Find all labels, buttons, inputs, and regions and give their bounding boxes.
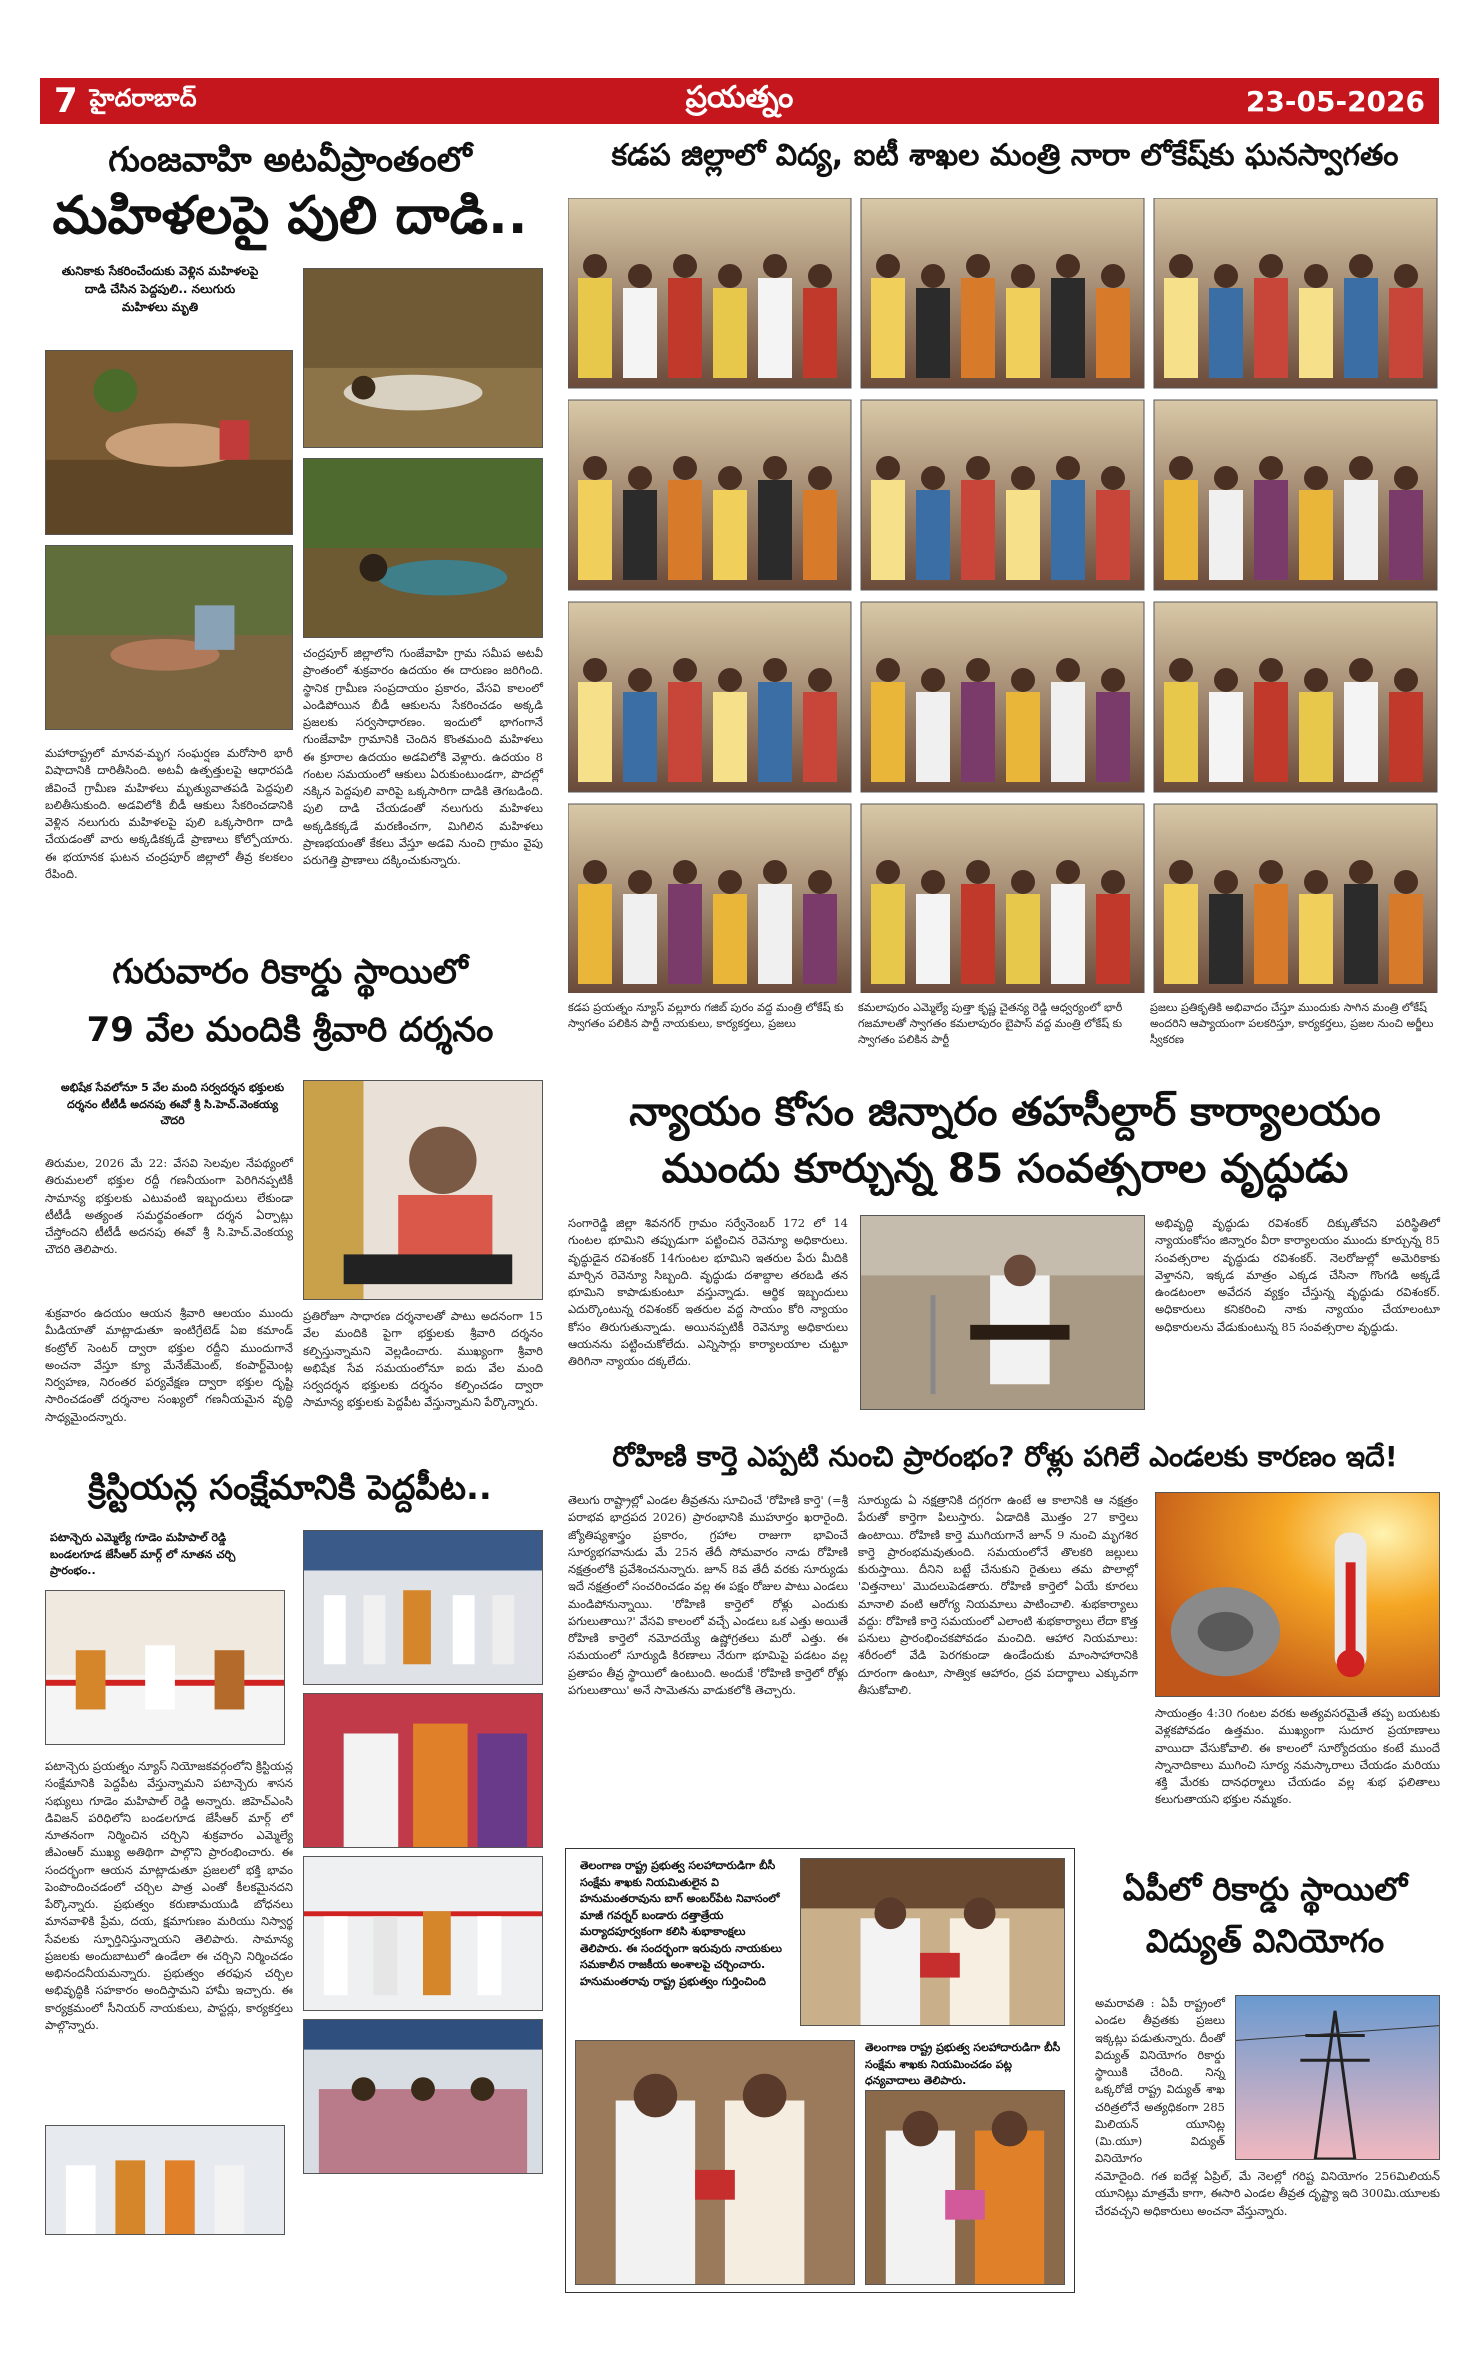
tirumala-body-2: శుక్రవారం ఉదయం ఆయన శ్రీవారి ఆలయం ముందు మీడియాతో మాట్లాడుతూ ఇంటిగ్రేటెడ్ ఏఐ కమాండ్ కంట్రోల్ సెంటర్ ద్వారా భక్తుల రద్దీని ముందుగానే అంచనా వేస్తూ క్యూ మేనేజ్‌మెంట్, కంపార్ట్‌మెంట్ల నిర్వహణ, నిరంతర పర్యవేక్షణ ద్వారా భక్తుల దృష్టి సారించడంతో దర్శనాల సంఖ్యలో గణనీయమైన వృద్ధి సాధ్యమైందన్నారు. bbox=[45, 1306, 293, 1424]
lokesh-photo-grid bbox=[568, 198, 1443, 993]
church-photo-2 bbox=[303, 1530, 543, 1685]
tirumala-headline-1: గురువారం రికార్డు స్థాయిలో bbox=[112, 952, 468, 992]
church-sub: పటాన్చెరు ఎమ్మెల్యే గూడెం మహిపాల్ రెడ్డి బండలగూడ జేసీఆర్ మార్గ్ లో నూతన చర్చి ప్రారంభం.. bbox=[50, 1531, 236, 1577]
tiger-photo-2 bbox=[45, 545, 293, 730]
tirumala-photo bbox=[303, 1080, 543, 1300]
governor-photo-1 bbox=[800, 1858, 1065, 2026]
tiger-photo-4 bbox=[303, 458, 543, 638]
governor-text-2: తెలంగాణ రాష్ట్ర ప్రభుత్వ సలహాదారుడిగా బీసీ సంక్షేమ శాఖకు నియమించడం పట్ల ధన్యవాదాలు తెలిపారు. bbox=[865, 2041, 1061, 2087]
lokesh-photo-4 bbox=[568, 400, 851, 590]
power-photo bbox=[1235, 1995, 1440, 2160]
lokesh-headline: కడప జిల్లాలో విద్య, ఐటీ శాఖల మంత్రి నారా లోకేష్‌కు ఘనస్వాగతం bbox=[611, 138, 1399, 173]
power-body-top: అమరావతి : ఏపీ రాష్ట్రంలో ఎండల తీవ్రతకు ప్రజలు ఇక్కట్లు పడుతున్నారు. దీంతో విద్యుత్ వినియోగం రికార్డు స్థాయికి చేరింది. నిన్న ఒక్కరోజే రాష్ట్ర విద్యుత్ శాఖ చరిత్రలోనే అత్యధికంగా 285 మిలియన్ యూనిట్ల (మి.యూ) విద్యుత్ వినియోగం bbox=[1095, 1996, 1225, 2166]
issue-date: 23-05-2026 bbox=[1245, 84, 1425, 118]
lokesh-photo-7 bbox=[568, 602, 851, 792]
power-headline-1: ఏపీలో రికార్డు స్థాయిలో bbox=[1122, 1870, 1408, 1908]
governor-text-1: తెలంగాణ రాష్ట్ర ప్రభుత్వ సలహాదారుడిగా బీసీ సంక్షేమ శాఖకు నియమితులైన వి హనుమంతరావును బాగ్ అంబర్‌పేట నివాసంలో మాజీ గవర్నర్ బండారు దత్తాత్రేయ మర్యాదపూర్వకంగా కలిసి శుభాకాంక్షలు తెలిపారు. ఈ సందర్భంగా ఇరువురు నాయకులు సమకాలీన రాజకీయ అంశాలపై చర్చించారు. హనుమంతరావు రాష్ట్ర ప్రభుత్వం గుర్తించింది bbox=[580, 1859, 782, 1988]
lokesh-photo-2 bbox=[861, 198, 1144, 388]
church-headline: క్రిస్టియన్ల సంక్షేమానికి పెద్దపీట.. bbox=[88, 1468, 492, 1508]
oldman-headline-1: న్యాయం కోసం జిన్నారం తహసీల్దార్ కార్యాలయం bbox=[629, 1089, 1381, 1135]
rohini-photo bbox=[1155, 1492, 1440, 1697]
oldman-photo bbox=[860, 1215, 1145, 1410]
lokesh-photo-9 bbox=[1154, 602, 1437, 792]
governor-photo-2 bbox=[575, 2040, 855, 2285]
oldman-headline-2: ముందు కూర్చున్న 85 సంవత్సరాల వృద్ధుడు bbox=[661, 1146, 1349, 1192]
oldman-body-right: అభివృద్ధి వృద్ధుడు రవిశంకర్ దిక్కుతోచని పరిస్థితిలో న్యాయంకోసం జిన్నారం వీరా కార్యాలయం ముందు కూర్చున్న 85 సంవత్సరాల వృద్ధుడు రవిశంకర్. నెలరోజుల్లో అమెరికాకు వెళ్తానని, ఇక్కడ మాత్రం ఎక్కడ చేసినా గొంగడి అక్కడే ఉండటంలా అవేదన వ్యక్తం చేస్తున్న వృద్ధుడు రవిశంకర్. అధికారులు కనికరించి నాకు న్యాయం చేయాలంటూ అధికారులను వేడుకుంటున్న 85 సంవత్సరాల వృద్ధుడు. bbox=[1155, 1216, 1440, 1334]
tirumala-lead: అభిషేక సేవలోనూ 5 వేల మంది సర్వదర్శన భక్తులకు దర్శనం టీటీడీ అదనపు ఈవో శ్రీ సి.హెచ్.వెంకయ్య చౌదరి bbox=[60, 1081, 285, 1127]
rohini-body-col2: సూర్యుడు ఏ నక్షత్రానికి దగ్గరగా ఉంటే ఆ కాలానికి ఆ నక్షత్రం పేరుతో కార్తెగా పిలుస్తారు. ఏడాదికి మొత్తం 27 కార్తెలు ఉంటాయి. రోహిణి కార్తె ముగియగానే జూన్ 9 నుంచి మృగశిర కార్తె ప్రారంభమవుతుంది. సమయంలోనే తొలకరి జల్లులు కురుస్తాయి. దీనిని బట్టే చేనుకుని రైతులు తమ పొలాల్లో 'విత్తనాలు' మొదలుపెడతారు. రోహిణి కార్తెలో ఏయే కూరలు మానాలి వంటి ఆరోగ్య నియమాలు పాటించాలి. శుభకార్యాలు వద్దు: రోహిణి కార్తె సమయంలో ఎలాంటి శుభకార్యాలు లేదా కొత్త పనులు ప్రారంభించకపోవడం మంచిది. ఆహార నియమాలు: శరీరంలో వేడి పెరగకుండా ఉండేందుకు మాంసాహారానికి దూరంగా ఉంటూ, సాత్విక ఆహారం, ద్రవ పదార్థాలు ఎక్కువగా తీసుకోవాలి. bbox=[858, 1493, 1138, 1697]
church-photo-1 bbox=[45, 1590, 285, 1745]
rohini-body-col3: సాయంత్రం 4:30 గంటల వరకు అత్యవసరమైతే తప్ప బయటకు వెళ్లకపోవడం ఉత్తమం. ముఖ్యంగా సుదూర ప్రయాణాలు వాయిదా వేసుకోవాలి. ఈ కాలంలో సూర్యోదయం కంటే ముందే స్నానాదికాలు ముగించి సూర్య నమస్కారాలు చేయడం మరియు శక్తి మేరకు దానధర్మాలు చేయడం వల్ల శుభ ఫలితాలు కలుగుతాయని భక్తుల నమ్మకం. bbox=[1155, 1706, 1440, 1807]
power-headline-2: విద్యుత్ వినియోగం bbox=[1145, 1922, 1385, 1960]
church-body: పటాన్చెరు ప్రయత్నం న్యూస్ నియోజకవర్గంలోని క్రిస్టియన్ల సంక్షేమానికి పెద్దపీట వేస్తున్నామని పటాన్చెరు శాసన సభ్యులు గూడెం మహిపాల్ రెడ్డి అన్నారు. జిహెచ్ఎంసి డివిజన్ పరిధిలోని బండలగూడ జేసీఆర్ మార్గ్ లో నూతనంగా నిర్మించిన చర్చిని శుక్రవారం ఎమ్మెల్యే జీఎంఆర్ ముఖ్య అతిథిగా పాల్గొని ప్రారంభించారు. ఈ సందర్భంగా ఆయన మాట్లాడుతూ ప్రజలలో భక్తి భావం పెంపొందించడంలో చర్చిల పాత్ర ఎంతో కీలకమైనదని పేర్కొన్నారు. ప్రభుత్వం కరుణామయుడి బోధనలు మానవాళికి ప్రేమ, దయ, క్షమాగుణం మరియు నిస్వార్థ సేవలకు స్ఫూర్తినిస్తున్నాయని తెలిపారు. సామాన్య ప్రజలకు అందుబాటులో ఉండేలా ఈ చర్చిని నిర్మించడం అభినందనీయమన్నారు. ప్రభుత్వం తరఫున చర్చిల అభివృద్ధికి సహకారం అందిస్తామని హామీ ఇచ్చారు. ఈ కార్యక్రమంలో సీనియర్ నాయకులు, పాస్టర్లు, కార్యకర్తలు పాల్గొన్నారు. bbox=[45, 1759, 293, 2032]
rohini-body-col1: తెలుగు రాష్ట్రాల్లో ఎండల తీవ్రతను సూచించే 'రోహిణి కార్తె' (=శ్రీ పరాభవ భాద్రపద 2026) ప్రారంభానికి ముహూర్తం ఖరారైంది. జ్యోతిష్యశాస్త్రం ప్రకారం, గ్రహాల రాజుగా భావించే సూర్యభగవానుడు మే 25న తేదీ సోమవారం నాడు రోహిణి నక్షత్రంలోకి ప్రవేశించనున్నారు. జూన్ 8వ తేదీ వరకు సూర్యుడు ఇదే నక్షత్రంలో సంచరించడం వల్ల ఈ పక్షం రోజుల పాటు ఎండలు మండిపోనున్నాయి. 'రోహిణి కార్తెలో రోళ్లు ఎందుకు పగులుతాయి?' వేసవి కాలంలో వచ్చే ఎండలు ఒక ఎత్తు అయితే రోహిణి కార్తెలో నమోదయ్యే ఉష్ణోగ్రతలు మరో ఎత్తు. ఈ సమయంలో సూర్యుడి కిరణాలు నేరుగా భూమిపై పడటం వల్ల ప్రతాపం తీవ్ర స్థాయిలో ఉంటుంది. అందుకే 'రోహిణి కార్తెలో రోళ్లు పగులుతాయి' అనే సామెతను వాడుకలోకి తెచ్చారు. bbox=[568, 1493, 848, 1697]
rohini-headline: రోహిణి కార్తె ఎప్పటి నుంచి ప్రారంభం? రోళ్లు పగిలే ఎండలకు కారణం ఇదే! bbox=[612, 1440, 1398, 1473]
tiger-photo-1 bbox=[45, 350, 293, 535]
page-number: 7 bbox=[54, 81, 78, 121]
brand-name: ప్రయత్నం bbox=[685, 80, 794, 115]
governor-photo-3 bbox=[865, 2090, 1065, 2285]
lokesh-caption-1: కడప ప్రయత్నం న్యూస్ వల్లూరు గజిబ్ పురం వద్ద మంత్రి లోకేష్ కు స్వాగతం పలికిన పార్టీ నాయకులు, కార్యకర్తలు, ప్రజలు bbox=[568, 1001, 844, 1030]
lokesh-photo-11 bbox=[861, 804, 1144, 993]
tiger-subhead: తునికాకు సేకరించేందుకు వెళ్లిన మహిళలపై దాడి చేసిన పెద్దపులి.. నలుగురు మహిళలు మృతి bbox=[61, 264, 259, 314]
tiger-headline: మహిళలపై పులి దాడి.. bbox=[52, 186, 528, 246]
lokesh-caption-2: కమలాపురం ఎమ్మెల్యే పుత్తా కృష్ణ చైతన్య రెడ్డి ఆధ్వర్యంలో భారీ గజమాలతో స్వాగతం కమలాపురం బైపాస్ వద్ద మంత్రి లోకేష్ కు స్వాగతం పలికిన పార్టీ bbox=[858, 1001, 1123, 1046]
lokesh-photo-8 bbox=[861, 602, 1144, 792]
lokesh-photo-6 bbox=[1154, 400, 1437, 590]
tirumala-body-1: తిరుమల, 2026 మే 22: వేసవి సెలవుల నేపథ్యంలో తిరుమలలో భక్తుల రద్దీ గణనీయంగా పెరిగినప్పటికీ సామాన్య భక్తులకు ఎటువంటి ఇబ్బందులు లేకుండా టీటీడీ అత్యంత సమర్థవంతంగా దర్శన ఏర్పాట్లు చేస్తోందని టీటీడీ అదనపు ఈవో శ్రీ సి.హెచ్.వెంకయ్య చౌదరి తెలిపారు. bbox=[45, 1156, 293, 1257]
church-photo-6 bbox=[45, 2125, 285, 2235]
tiger-body-right: చంద్రపూర్ జిల్లాలోని గుంజేవాహి గ్రామ సమీప అటవీ ప్రాంతంలో శుక్రవారం ఉదయం ఈ దారుణం జరిగింది. స్థానిక గ్రామీణ సంప్రదాయం ప్రకారం, వేసవి కాలంలో ఎండిపోయిన బీడీ ఆకులను సేకరించడం అక్కడి ప్రజలకు సర్వసాధారణం. ఇందులో భాగంగానే గుంజేవాహి గ్రామానికి చెందిన కొంతమంది మహిళలు ఈ క్రూరాల ఉదయం అడవిలోకి వెళ్లారు. ఉదయం 8 గంటల సమయంలో ఆకులు ఏరుకుంటుండగా, పొదల్లో నక్కిన పెద్దపులి వారిపై ఒక్కసారిగా దాడికి తెగబడింది. పులి దాడి చేయడంతో నలుగురు మహిళలు అక్కడికక్కడే మరణించగా, మిగిలిన మహిళలు ప్రాణభయంతో కేకలు వేస్తూ అడవి నుంచి గ్రామం వైపు పరుగెత్తి ప్రాణాలు దక్కించుకున్నారు. bbox=[303, 646, 543, 867]
masthead bbox=[40, 78, 1439, 124]
tiger-photo-3 bbox=[303, 268, 543, 448]
church-photo-3 bbox=[303, 1693, 543, 1848]
church-photo-4 bbox=[303, 1856, 543, 2011]
lokesh-photo-10 bbox=[568, 804, 851, 993]
lokesh-photo-3 bbox=[1154, 198, 1437, 388]
lokesh-photo-1 bbox=[568, 198, 851, 388]
church-photo-5 bbox=[303, 2019, 543, 2174]
power-body-bottom: నమోదైంది. గత ఐదేళ్ల ఏప్రిల్, మే నెలల్లో గరిష్ట వినియోగం 256మిలియన్ యూనిట్లు మాత్రమే కాగా, ఈసారి ఎండల తీవ్రత దృష్ట్యా ఇది 300మి.యూలకు చేరవచ్చని అధికారులు అంచనా వేస్తున్నారు. bbox=[1095, 2169, 1440, 2218]
lokesh-photo-5 bbox=[861, 400, 1144, 590]
oldman-body-left: సంగారెడ్డి జిల్లా శివనగర్ గ్రామం సర్వేనెంబర్ 172 లో 14 గుంటల భూమిని తప్పుడుగా పట్టించిన రెవెన్యూ అధికారులు. వృద్ధుడైన రవిశంకర్ 14గుంటల భూమిని ఇతరుల పేరు మీదికి మార్చిన రెవెన్యూ సిబ్బంది. వృద్ధుడు దశాబ్దాల తరబడి తన భూమిని కాపాడుకుంటూ వస్తున్నాడు. ఆర్థిక ఇబ్బందులు ఎదుర్కొంటున్న రవిశంకర్ ఇతరుల వద్ద సాయం కోరి న్యాయం కోసం తిరుగుతున్నాడు. అయినప్పటికీ రెవెన్యూ అధికారులు ఆయనను పట్టించుకోలేదు. ఎన్నిసార్లు కార్యాలయాల చుట్టూ తిరిగినా న్యాయం దక్కలేదు. bbox=[568, 1216, 848, 1368]
city-label: హైదరాబాద్ bbox=[89, 84, 197, 112]
tiger-body-left: మహారాష్ట్రలో మానవ-మృగ సంఘర్షణ మరోసారి భారీ విషాదానికి దారితీసింది. అటవీ ఉత్పత్తులపై ఆధారపడి జీవించే గ్రామీణ మహిళలు మృత్యువాతపడి పెద్దపులి బలితీసుకుంది. అడవిలోకి బీడీ ఆకులు సేకరించడానికి వెళ్లిన నలుగురు మహిళలపై పులి ఒక్కసారిగా దాడి చేయడంతో వారు అక్కడికక్కడే ప్రాణాలు కోల్పోయారు. ఈ భయానక ఘటన చంద్రపూర్ జిల్లాలో తీవ్ర కలకలం రేపింది. bbox=[45, 746, 293, 881]
tirumala-body-3: ప్రతిరోజూ సాధారణ దర్శనాలతో పాటు అదనంగా 15 వేల మందికి పైగా భక్తులకు శ్రీవారి దర్శనం కల్పిస్తున్నామని వెల్లడించారు. ముఖ్యంగా శ్రీవారి అభిషేక సేవ సమయంలోనూ ఐదు వేల మంది సర్వదర్శన భక్తులకు దర్శనం కల్పించడం ద్వారా సామాన్య భక్తులకు పెద్దపీట వేస్తున్నామని పేర్కొన్నారు. bbox=[303, 1309, 543, 1410]
lokesh-photos-svg bbox=[568, 198, 1443, 993]
tirumala-headline-2: 79 వేల మందికి శ్రీవారి దర్శనం bbox=[86, 1010, 494, 1050]
lokesh-photo-12 bbox=[1154, 804, 1437, 993]
lokesh-caption-3: ప్రజలు ప్రతికృతికి అభివాదం చేస్తూ ముందుకు సాగిన మంత్రి లోకేష్ అందరిని ఆప్యాయంగా పలకరిస్తూ, కార్యకర్తలు, ప్రజల నుంచి అర్జీలు స్వీకరణ bbox=[1150, 1001, 1434, 1046]
tiger-kicker: గుంజవాహి అటవీప్రాంతంలో bbox=[108, 140, 472, 180]
